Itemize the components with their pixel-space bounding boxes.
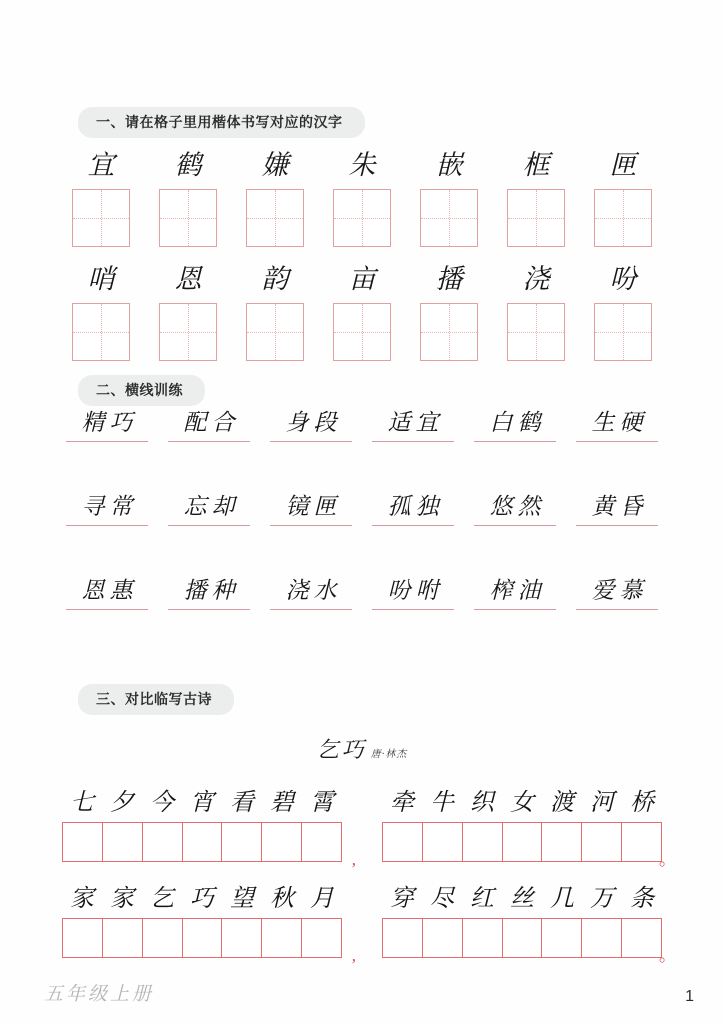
tianzige-box[interactable]: [594, 189, 652, 247]
poem-half-right: [382, 788, 676, 869]
poem-write-boxes[interactable]: [62, 822, 342, 862]
tianzige-box[interactable]: [72, 303, 130, 361]
word-text: 配合: [183, 410, 240, 435]
word-text: 身段: [285, 410, 342, 435]
poem-heading: [0, 733, 724, 764]
word-text: 适宜: [387, 410, 444, 435]
poem-char: 家: [70, 886, 94, 912]
grid-cell[interactable]: [70, 262, 132, 361]
word-practice-item[interactable]: [62, 578, 152, 610]
poem-half-right: [382, 884, 676, 965]
model-character: 韵: [261, 263, 289, 294]
section-1-row-1: [70, 148, 654, 247]
tianzige-box[interactable]: [507, 189, 565, 247]
poem-model-chars: [62, 884, 342, 914]
grid-cell[interactable]: [244, 148, 306, 247]
poem-write-cell[interactable]: [582, 919, 622, 957]
tianzige-box[interactable]: [333, 303, 391, 361]
word-practice-item[interactable]: [62, 410, 152, 442]
word-practice-item[interactable]: [164, 578, 254, 610]
word-practice-item[interactable]: [62, 494, 152, 526]
tianzige-box[interactable]: [246, 303, 304, 361]
poem-half-left: [62, 788, 356, 869]
tianzige-box[interactable]: [507, 303, 565, 361]
write-line[interactable]: [66, 609, 148, 610]
poem-line-2: [62, 884, 676, 965]
word-text: 寻常: [81, 494, 138, 519]
poem-char: 看: [230, 790, 254, 816]
poem-write-cell[interactable]: [262, 823, 302, 861]
poem-write-cell[interactable]: [222, 919, 262, 957]
word-practice-item[interactable]: [266, 494, 356, 526]
poem-char: 穿: [390, 886, 414, 912]
tianzige-box[interactable]: [420, 303, 478, 361]
poem-write-cell[interactable]: [383, 919, 423, 957]
grid-cell[interactable]: [505, 262, 567, 361]
write-line[interactable]: [474, 441, 556, 442]
poem-char: 牵: [390, 790, 414, 816]
model-character: 匣: [609, 149, 637, 180]
poem-write-cell[interactable]: [503, 823, 543, 861]
poem-write-cell[interactable]: [63, 919, 103, 957]
poem-write-cell[interactable]: [503, 919, 543, 957]
footer-grade-label: 五年级上册: [44, 984, 155, 1005]
poem-char: 女: [510, 790, 534, 816]
word-text: 榨油: [489, 578, 546, 603]
write-line[interactable]: [270, 609, 352, 610]
model-character: 哨: [87, 263, 115, 294]
model-character: 播: [435, 263, 463, 294]
model-character: 嵌: [435, 149, 463, 180]
word-text: 浇水: [285, 578, 342, 603]
write-line[interactable]: [66, 441, 148, 442]
model-character: 吩: [609, 263, 637, 294]
write-line[interactable]: [66, 525, 148, 526]
model-character: 浇: [522, 263, 550, 294]
poem-char: 霄: [310, 790, 334, 816]
section-3-title: 三、对比临写古诗: [78, 684, 234, 715]
footer-page-number: 1: [685, 988, 694, 1005]
poem-author: 唐·林杰: [370, 749, 408, 760]
poem-char: 几: [550, 886, 574, 912]
grid-cell[interactable]: [157, 148, 219, 247]
grid-cell[interactable]: [418, 148, 480, 247]
poem-write-boxes[interactable]: [62, 918, 342, 958]
poem-write-cell[interactable]: [103, 919, 143, 957]
write-line[interactable]: [372, 525, 454, 526]
poem-write-cell[interactable]: [143, 919, 183, 957]
write-line[interactable]: [270, 525, 352, 526]
word-practice-item[interactable]: [164, 494, 254, 526]
tianzige-box[interactable]: [159, 189, 217, 247]
poem-write-cell[interactable]: [262, 919, 302, 957]
poem-punctuation: ,: [351, 946, 356, 965]
poem-write-cell[interactable]: [463, 919, 503, 957]
word-practice-item[interactable]: [470, 494, 560, 526]
poem-punctuation: ,: [351, 850, 356, 869]
word-text: 恩惠: [81, 578, 138, 603]
grid-cell[interactable]: [592, 262, 654, 361]
section-2-row-2: [62, 494, 662, 526]
poem-char: 秋: [270, 886, 294, 912]
section-2-row-3: [62, 578, 662, 610]
poem-write-cell[interactable]: [582, 823, 622, 861]
poem-model-chars: [382, 884, 662, 914]
word-practice-item[interactable]: [266, 410, 356, 442]
grid-cell[interactable]: [505, 148, 567, 247]
write-line[interactable]: [168, 441, 250, 442]
word-practice-item[interactable]: [572, 494, 662, 526]
grid-cell[interactable]: [244, 262, 306, 361]
model-character: 亩: [348, 263, 376, 294]
word-practice-item[interactable]: [572, 410, 662, 442]
poem-write-boxes[interactable]: [382, 918, 662, 958]
write-line[interactable]: [270, 441, 352, 442]
poem-char: 夕: [110, 790, 134, 816]
poem-char: 尽: [430, 886, 454, 912]
word-practice-item[interactable]: [470, 578, 560, 610]
word-text: 镜匣: [285, 494, 342, 519]
tianzige-box[interactable]: [72, 189, 130, 247]
write-line[interactable]: [576, 441, 658, 442]
poem-char: 红: [470, 886, 494, 912]
poem-write-cell[interactable]: [143, 823, 183, 861]
poem-punctuation: 。: [659, 850, 676, 869]
poem-char: 乞: [150, 886, 174, 912]
poem-char: 家: [110, 886, 134, 912]
poem-write-cell[interactable]: [103, 823, 143, 861]
write-line[interactable]: [372, 441, 454, 442]
word-practice-item[interactable]: [266, 578, 356, 610]
poem-char: 宵: [190, 790, 214, 816]
tianzige-box[interactable]: [159, 303, 217, 361]
grid-cell[interactable]: [70, 148, 132, 247]
word-text: 精巧: [81, 410, 138, 435]
word-practice-item[interactable]: [470, 410, 560, 442]
write-line[interactable]: [576, 525, 658, 526]
word-practice-item[interactable]: [368, 410, 458, 442]
poem-write-cell[interactable]: [183, 823, 223, 861]
poem-line-1: [62, 788, 676, 869]
model-character: 朱: [348, 149, 376, 180]
word-text: 爱慕: [591, 578, 648, 603]
model-character: 鹤: [174, 149, 202, 180]
poem-char: 河: [590, 790, 614, 816]
write-line[interactable]: [474, 525, 556, 526]
poem-write-cell[interactable]: [183, 919, 223, 957]
model-character: 宜: [87, 149, 115, 180]
poem-write-cell[interactable]: [622, 823, 661, 861]
poem-model-chars: [62, 788, 342, 818]
word-text: 孤独: [387, 494, 444, 519]
tianzige-box[interactable]: [333, 189, 391, 247]
model-character: 嫌: [261, 149, 289, 180]
section-3-header: [78, 684, 234, 715]
word-practice-item[interactable]: [164, 410, 254, 442]
tianzige-box[interactable]: [594, 303, 652, 361]
write-line[interactable]: [576, 609, 658, 610]
word-practice-item[interactable]: [368, 578, 458, 610]
grid-cell[interactable]: [592, 148, 654, 247]
poem-char: 巧: [190, 886, 214, 912]
write-line[interactable]: [168, 525, 250, 526]
poem-char: 丝: [510, 886, 534, 912]
poem-punctuation: 。: [659, 946, 676, 965]
word-text: 忘却: [183, 494, 240, 519]
poem-write-cell[interactable]: [423, 919, 463, 957]
poem-write-cell[interactable]: [63, 823, 103, 861]
grid-cell[interactable]: [331, 148, 393, 247]
word-text: 黄昏: [591, 494, 648, 519]
word-text: 吩咐: [387, 578, 444, 603]
poem-write-boxes[interactable]: [382, 822, 662, 862]
section-1-row-2: [70, 262, 654, 361]
poem-title: 乞巧: [316, 737, 367, 762]
poem-write-cell[interactable]: [302, 919, 341, 957]
poem-char: 碧: [270, 790, 294, 816]
model-character: 恩: [174, 263, 202, 294]
poem-write-cell[interactable]: [622, 919, 661, 957]
poem-model-chars: [382, 788, 662, 818]
poem-write-cell[interactable]: [302, 823, 341, 861]
section-1-title: 一、请在格子里用楷体书写对应的汉字: [78, 107, 365, 138]
poem-char: 织: [470, 790, 494, 816]
poem-write-cell[interactable]: [423, 823, 463, 861]
word-text: 生硬: [591, 410, 648, 435]
word-practice-item[interactable]: [368, 494, 458, 526]
section-1-header: [78, 107, 365, 138]
poem-char: 月: [310, 886, 334, 912]
grid-cell[interactable]: [157, 262, 219, 361]
poem-half-left: [62, 884, 356, 965]
section-2-row-1: [62, 410, 662, 442]
tianzige-box[interactable]: [420, 189, 478, 247]
tianzige-box[interactable]: [246, 189, 304, 247]
poem-char: 万: [590, 886, 614, 912]
section-2-header: [78, 375, 205, 406]
poem-write-cell[interactable]: [463, 823, 503, 861]
poem-char: 渡: [550, 790, 574, 816]
model-character: 框: [522, 149, 550, 180]
poem-write-cell[interactable]: [542, 823, 582, 861]
poem-char: 牛: [430, 790, 454, 816]
word-text: 播种: [183, 578, 240, 603]
poem-char: 条: [630, 886, 654, 912]
word-practice-item[interactable]: [572, 578, 662, 610]
word-text: 悠然: [489, 494, 546, 519]
write-line[interactable]: [474, 609, 556, 610]
poem-char: 望: [230, 886, 254, 912]
word-text: 白鹤: [489, 410, 546, 435]
grid-cell[interactable]: [331, 262, 393, 361]
section-2-title: 二、横线训练: [78, 375, 205, 406]
grid-cell[interactable]: [418, 262, 480, 361]
poem-char: 今: [150, 790, 174, 816]
write-line[interactable]: [372, 609, 454, 610]
poem-write-cell[interactable]: [383, 823, 423, 861]
poem-write-cell[interactable]: [542, 919, 582, 957]
poem-char: 桥: [630, 790, 654, 816]
poem-write-cell[interactable]: [222, 823, 262, 861]
write-line[interactable]: [168, 609, 250, 610]
poem-char: 七: [70, 790, 94, 816]
